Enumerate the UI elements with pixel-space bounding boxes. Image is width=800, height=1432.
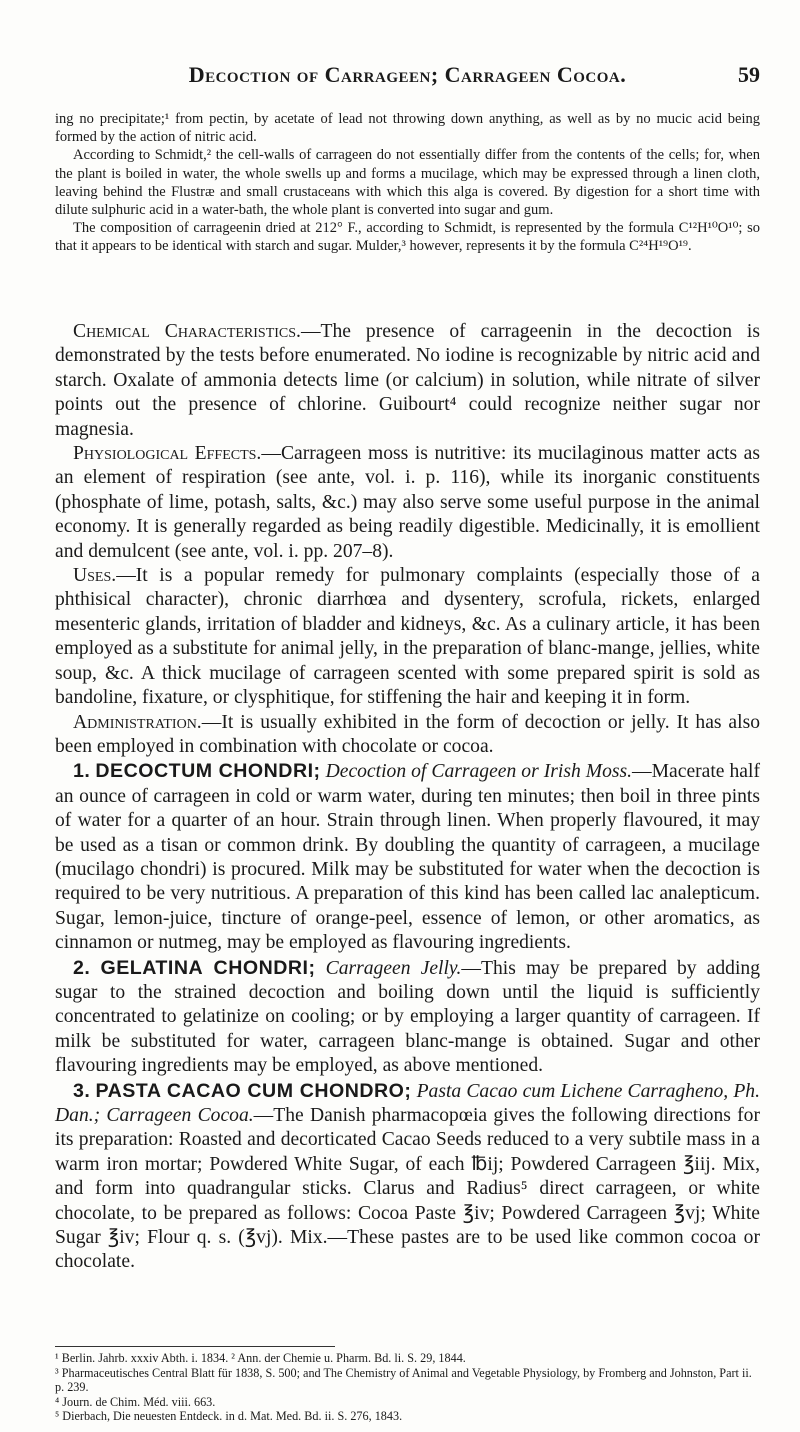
preparation-subtitle: Carrageen Jelly. [325, 957, 462, 979]
footnotes [55, 1351, 760, 1424]
preparation-name: DECOCTUM CHONDRI; [95, 760, 321, 783]
footnote-1-2: ¹ Berlin. Jahrb. xxxiv Abth. i. 1834. ² Ann. der Chemie u. Pharm. Bd. li. S. 29, 1844. [55, 1351, 466, 1365]
preparation-1 [55, 759, 760, 955]
footnote-divider [55, 1346, 335, 1347]
section-text: —Carrageen moss is nutritive: its mucilaginous matter acts as an element of respiration (see ante, vol. i. p. 116), while its inorganic constituents (phosphate of lime, potash, salts, &c.) may also serve some useful purpose in the animal economy. It is generally regarded as being readily digestible. Medicinally, it is emollient and demulcent (see ante, vol. i. pp. 207–8). [55, 443, 760, 562]
preparation-name: GELATINA CHONDRI; [100, 956, 316, 979]
paragraph-continuation: ing no precipitate;¹ from pectin, by acetate of lead not throwing down anything, as well as by no mucic acid being formed by the action of nitric acid. [55, 111, 760, 146]
section-chemical [55, 320, 760, 442]
preparation-text: —Macerate half an ounce of carrageen in cold or warm water, during ten minutes; then boil in three pints of water for a quarter of an hour. Strain through linen. When properly flavoured, it may be used as a tisan or common drink. By doubling the quantity of carrageen, a mucilage (mucilago chondri) is procured. Milk may be substituted for water when the decoction is required to be very nutritious. A preparation of this kind has been called lac analepticum. Sugar, lemon-juice, tincture of orange-peel, essence of lemon, or other aromatics, as cinnamon or nutmeg, may be employed as flavouring ingredients. [55, 761, 760, 954]
running-title: Decoction of Carrageen; Carrageen Cocoa. [188, 62, 627, 87]
preparation-name: PASTA CACAO CUM CHONDRO; [95, 1079, 412, 1102]
preparation-3 [55, 1079, 760, 1275]
paragraph-schmidt: According to Schmidt,² the cell-walls of carrageen do not essentially differ from the contents of the cells; for, when the plant is boiled in water, the whole swells up and forms a mucilage, which may be expressed through a linen cloth, leaving behind the Flustræ and small crustaceans with which this alga is covered. By digestion for a short time with dilute sulphuric acid in a water-bath, the whole plant is converted into sugar and gum. [55, 147, 760, 219]
preparation-number: 2. [73, 956, 91, 979]
section-heading: Physiological Effects. [73, 443, 262, 465]
paragraph-composition: The composition of carrageenin dried at 212° F., according to Schmidt, is represented by the formula C¹²H¹⁰O¹⁰; so that it appears to be identical with starch and sugar. Mulder,³ however, represents it by the formula C²⁴H¹⁹O¹⁹. [55, 220, 760, 255]
footnote-5: ⁵ Dierbach, Die neuesten Entdeck. in d. Mat. Med. Bd. ii. S. 276, 1843. [55, 1409, 403, 1424]
section-text: —It is usually exhibited in the form of decoction or jelly. It has also been employed in combination with chocolate or cocoa. [55, 711, 760, 757]
section-uses [55, 564, 760, 710]
preparation-text: —This may be prepared by adding sugar to the strained decoction and boiling down until the liquid is sufficiently concentrated to gelatinize on cooling; or by employing a larger quantity of carrageen. If milk be substituted for water, carrageen blanc-mange is obtained. Sugar and other flavouring ingredients may be employed, as above mentioned. [55, 957, 761, 1077]
page-number: 59 [738, 62, 760, 87]
preparation-number: 3. [73, 1079, 91, 1102]
footnote-4: ⁴ Journ. de Chim. Méd. viii. 663. [55, 1394, 216, 1409]
section-heading: Chemical Characteristics. [73, 321, 301, 342]
page-header [55, 62, 760, 92]
preparation-2 [55, 956, 760, 1079]
section-administration [55, 711, 760, 760]
preparation-subtitle: Pasta Cacao cum Lichene Carragheno, Ph. Dan.; Carrageen Cocoa. [55, 1080, 760, 1126]
preparation-text: —The Danish pharmacopœia gives the following directions for its preparation: Roasted and decorticated Cacao Seeds reduced to a very subtile mass in a warm iron mortar; Powdered White Sugar, of each ℔ij; Powdered Carrageen ℥iij. Mix, and form into quadrangular sticks. Clarus and Radius⁵ direct carrageen, or white chocolate, to be prepared as follows: Cocoa Paste ℥iv; Powdered Carrageen ℥vj; White Sugar ℥iv; Flour q. s. (℥vj). Mix.—These pastes are to be used like common cocoa or chocolate. [55, 1105, 760, 1273]
section-physiological [55, 442, 760, 564]
section-heading: Administration. [73, 711, 202, 733]
preparation-number: 1. [73, 760, 91, 783]
section-heading: Uses. [73, 565, 117, 587]
preparation-subtitle: Decoction of Carrageen or Irish Moss. [325, 761, 633, 783]
small-type-block [55, 110, 760, 256]
footnote-3: ³ Pharmaceutisches Central Blatt für 1838, S. 500; and The Chemistry of Animal and Vegetable Physiology, by Fromberg and Johnston, Part ii. p. 239. [55, 1365, 752, 1395]
main-text-block [55, 320, 760, 1275]
section-text: —It is a popular remedy for pulmonary complaints (especially those of a phthisical character), chronic diarrhœa and dysentery, scrofula, rickets, enlarged mesenteric glands, irritation of bladder and kidneys, &c. As a culinary article, it has been employed as a substitute for animal jelly, in the preparation of blanc-mange, jellies, white soup, &c. A thick mucilage of carrageen scented with some prepared spirit is sold as bandoline, fixature, or clysphitique, for stiffening the hair and keeping it in form. [55, 565, 760, 709]
section-text: —The presence of carrageenin in the decoction is demonstrated by the tests before enumerated. No iodine is recognizable by nitric acid and starch. Oxalate of ammonia detects lime (or calcium) in solution, while nitrate of silver points out the presence of chlorine. Guibourt⁴ could recognize neither sugar nor magnesia. [55, 321, 760, 440]
